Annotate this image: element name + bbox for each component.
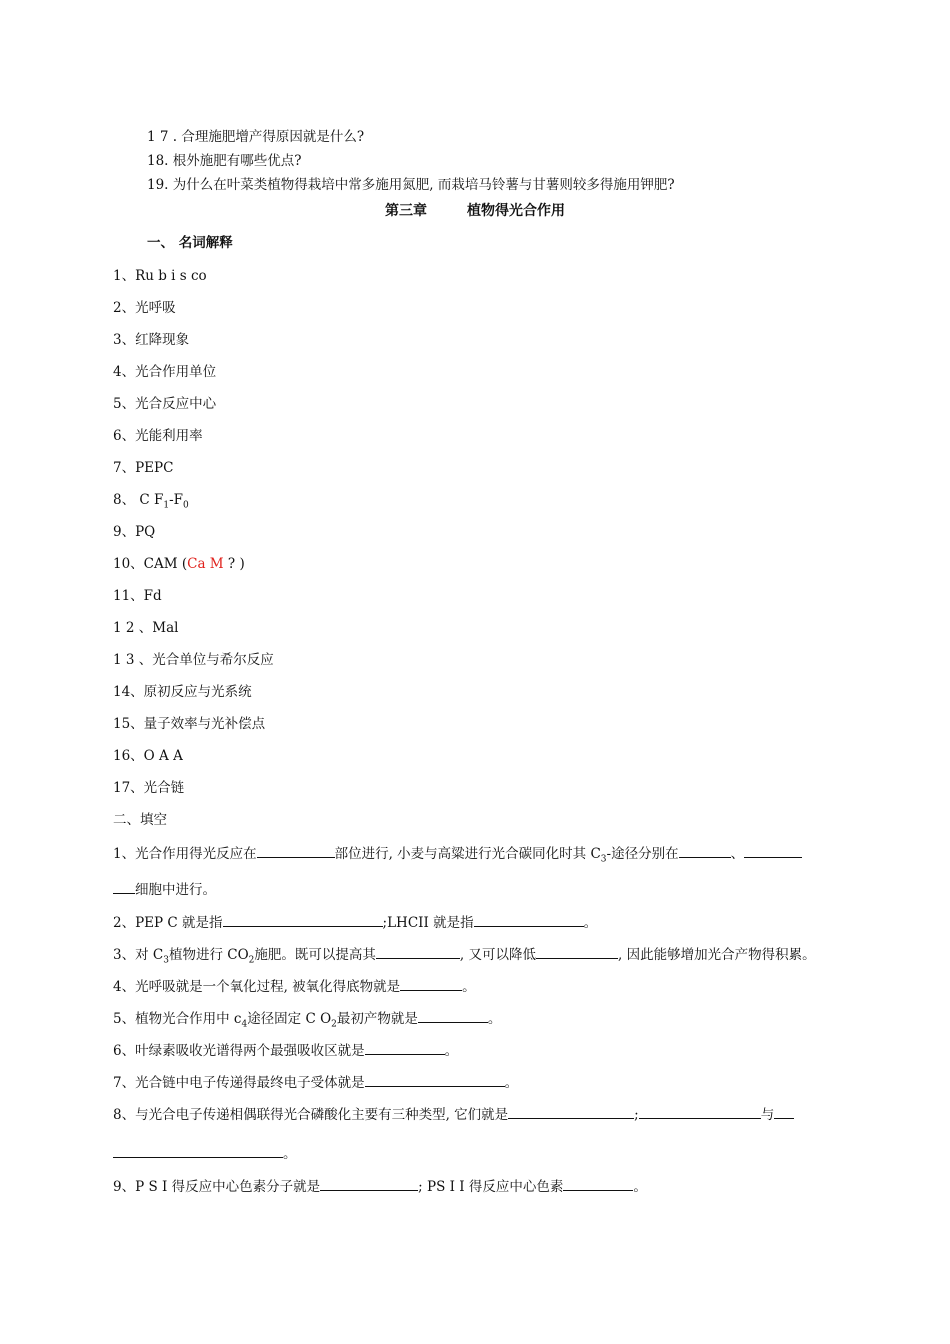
section-definitions-heading: 一、 名词解释 (147, 235, 233, 251)
q1-sub: 3 (600, 854, 607, 865)
answer-blank[interactable] (365, 1074, 505, 1087)
term-item: 11、Fd (113, 588, 162, 604)
q8-text-a: 8、与光合电子传递相偶联得光合磷酸化主要有三种类型, 它们就是 (113, 1107, 509, 1123)
q8-text-b: ; (634, 1107, 639, 1123)
answer-blank[interactable] (508, 1106, 634, 1119)
term10-red-note: Ca M (187, 556, 224, 572)
term-item: 3、红降现象 (113, 332, 190, 348)
term-item (113, 556, 245, 572)
fill-question-1-cont (113, 881, 216, 898)
answer-blank[interactable] (536, 946, 618, 959)
answer-blank[interactable] (113, 881, 135, 894)
term-item: 1 2 、Mal (113, 620, 179, 636)
q6-text-a: 6、叶绿素吸收光谱得两个最强吸收区就是 (113, 1043, 365, 1059)
term8-prefix: 8、 C F (113, 492, 164, 508)
answer-blank[interactable] (223, 914, 383, 927)
term-item: 2、光呼吸 (113, 300, 176, 316)
answer-blank[interactable] (639, 1106, 761, 1119)
q1-text-c: -途径分别在 (606, 846, 679, 862)
q3-text-d: , 又可以降低 (459, 947, 536, 963)
q5-text-b: 途径固定 C O (247, 1011, 332, 1027)
q5-sub2: 2 (331, 1019, 337, 1030)
chapter-number: 第三章 (385, 203, 427, 219)
q5-text-a: 5、植物光合作用中 c (113, 1011, 242, 1027)
q2-text-a: 2、PEP C 就是指 (113, 915, 223, 931)
question-17: 1 7 . 合理施肥增产得原因就是什么? (147, 129, 365, 145)
term-item: 4、光合作用单位 (113, 364, 217, 380)
q3-text-c: 施肥。既可以提高其 (254, 947, 376, 963)
term8-sub1: 1 (163, 500, 170, 511)
answer-blank[interactable] (679, 845, 731, 858)
term-item: 9、PQ (113, 524, 156, 540)
term-item: 7、PEPC (113, 460, 174, 476)
answer-blank[interactable] (376, 946, 460, 959)
q9-text-b: ; PS I I 得反应中心色素 (418, 1179, 564, 1195)
q4-text-b: 。 (462, 979, 476, 995)
fill-question-8-cont (113, 1145, 297, 1162)
q1-text-e: 细胞中进行。 (135, 882, 216, 898)
fill-question-4 (113, 978, 476, 995)
q1-text-b: 部位进行, 小麦与高粱进行光合碳同化时其 C (334, 846, 601, 862)
chapter-title (0, 203, 950, 219)
q9-text-c: 。 (633, 1179, 647, 1195)
answer-blank[interactable] (365, 1042, 445, 1055)
q4-text-a: 4、光呼吸就是一个氧化过程, 被氧化得底物就是 (113, 979, 401, 995)
fill-question-7 (113, 1074, 518, 1091)
q2-text-b: ;LHCII 就是指 (382, 915, 474, 931)
q1-text-d: 、 (730, 846, 745, 862)
question-18: 18. 根外施肥有哪些优点? (147, 153, 302, 169)
term8-sub0: 0 (183, 500, 189, 511)
term-item: 1、Ru b i s co (113, 268, 207, 284)
q9-text-a: 9、P S I 得反应中心色素分子就是 (113, 1179, 321, 1195)
q7-text-b: 。 (504, 1075, 519, 1091)
answer-blank[interactable] (257, 845, 335, 858)
term-item: 6、光能利用率 (113, 428, 203, 444)
term8-dash: -F (169, 492, 184, 508)
term-item: 16、O A A (113, 748, 183, 764)
q3-sub2: 2 (248, 955, 255, 966)
q3-sub1: 3 (163, 955, 169, 966)
fill-question-5 (113, 1010, 502, 1030)
q7-text-a: 7、光合链中电子传递得最终电子受体就是 (113, 1075, 365, 1091)
answer-blank[interactable] (563, 1178, 633, 1191)
term-item: 17、光合链 (113, 780, 185, 796)
q8-text-d: 。 (283, 1146, 297, 1162)
fill-question-9 (113, 1178, 647, 1195)
term-item: 14、原初反应与光系统 (113, 684, 252, 700)
q3-text-b: 植物进行 CO (168, 947, 249, 963)
fill-question-2 (113, 914, 597, 931)
term-item: 5、光合反应中心 (113, 396, 217, 412)
section-fill-blank-heading: 二、填空 (113, 812, 167, 828)
term10-prefix: 10、CAM ( (113, 556, 188, 572)
q1-text-a: 1、光合作用得光反应在 (113, 846, 257, 862)
question-19: 19. 为什么在叶菜类植物得栽培中常多施用氮肥, 而栽培马铃薯与甘薯则较多得施用钾肥? (147, 177, 675, 193)
term10-suffix: ? ) (223, 556, 245, 572)
fill-question-8 (113, 1106, 794, 1123)
term-item (113, 492, 189, 511)
answer-blank[interactable] (320, 1178, 418, 1191)
q8-text-c: 与 (760, 1107, 775, 1123)
term-item: 1 3 、光合单位与希尔反应 (113, 652, 274, 668)
answer-blank[interactable] (400, 978, 462, 991)
q3-text-e: , 因此能够增加光合产物得积累。 (617, 947, 816, 963)
answer-blank[interactable] (418, 1010, 488, 1023)
answer-blank[interactable] (774, 1106, 794, 1119)
q6-text-b: 。 (444, 1043, 459, 1059)
q5-sub1: 4 (241, 1019, 248, 1030)
q2-text-c: 。 (583, 915, 598, 931)
fill-question-6 (113, 1042, 458, 1059)
fill-question-3 (113, 946, 816, 966)
fill-question-1 (113, 845, 802, 865)
q5-text-d: 。 (487, 1011, 502, 1027)
chapter-name: 植物得光合作用 (467, 203, 565, 219)
answer-blank[interactable] (744, 845, 802, 858)
q5-text-c: 最初产物就是 (336, 1011, 418, 1027)
term-item: 15、量子效率与光补偿点 (113, 716, 266, 732)
q3-text-a: 3、对 C (113, 947, 164, 963)
answer-blank[interactable] (113, 1145, 283, 1158)
answer-blank[interactable] (474, 914, 584, 927)
